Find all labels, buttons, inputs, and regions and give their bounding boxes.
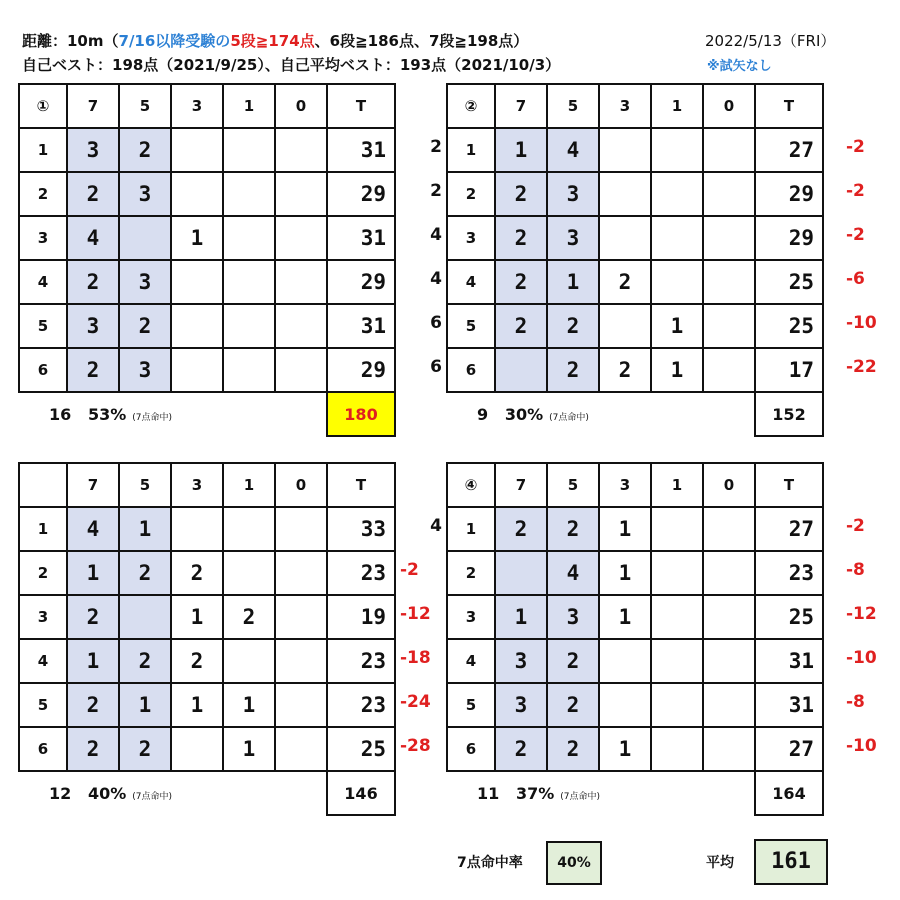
- end-number: 4: [447, 260, 495, 304]
- end-total: 27: [755, 727, 823, 771]
- cumulative-diff: -10: [846, 313, 877, 333]
- count-cell: 2: [119, 639, 171, 683]
- end-number: 3: [19, 216, 67, 260]
- end-number: 3: [19, 595, 67, 639]
- cumulative-diff: -2: [400, 560, 419, 580]
- count-cell: [599, 639, 651, 683]
- round-total: 152: [755, 392, 823, 436]
- cumulative-diff: -2: [846, 181, 865, 201]
- count-cell: 3: [67, 128, 119, 172]
- end-row: [19, 216, 395, 260]
- end-row: [447, 304, 823, 348]
- hit-rate: 53%: [87, 405, 127, 424]
- end-row: [447, 172, 823, 216]
- count-cell: [171, 727, 223, 771]
- column-header: 0: [703, 463, 755, 507]
- count-cell: [223, 260, 275, 304]
- count-cell: [651, 128, 703, 172]
- column-header: 7: [67, 84, 119, 128]
- end-row: [19, 507, 395, 551]
- end-row: [19, 551, 395, 595]
- count-cell: [223, 639, 275, 683]
- end-number: 1: [447, 507, 495, 551]
- count-cell: 2: [495, 216, 547, 260]
- end-total: 33: [327, 507, 395, 551]
- count-cell: 1: [495, 595, 547, 639]
- side-note: 4: [430, 225, 442, 245]
- count-cell: 2: [547, 348, 599, 392]
- end-number: 3: [447, 216, 495, 260]
- count-cell: 2: [599, 348, 651, 392]
- column-header: 3: [171, 463, 223, 507]
- end-total: 31: [327, 304, 395, 348]
- count-cell: [703, 639, 755, 683]
- end-row: [19, 639, 395, 683]
- end-total: 31: [755, 639, 823, 683]
- count-cell: [651, 216, 703, 260]
- count-cell: 2: [223, 595, 275, 639]
- column-header: T: [327, 84, 395, 128]
- count-cell: [703, 172, 755, 216]
- count-cell: 1: [171, 683, 223, 727]
- side-note: 2: [430, 181, 442, 201]
- count-cell: 3: [547, 216, 599, 260]
- hit-summary: [447, 392, 755, 436]
- count-cell: [171, 348, 223, 392]
- cumulative-diff: -2: [846, 225, 865, 245]
- count-cell: 3: [119, 172, 171, 216]
- count-cell: 1: [223, 727, 275, 771]
- round-label: [19, 463, 67, 507]
- count-cell: 2: [67, 172, 119, 216]
- column-header: 5: [547, 84, 599, 128]
- end-number: 4: [19, 639, 67, 683]
- count-cell: [223, 551, 275, 595]
- personal-best-line: 自己ベスト：198点（2021/9/25）、自己平均ベスト：193点（2021/10/3）: [22, 56, 561, 74]
- cumulative-diff: -22: [846, 357, 877, 377]
- count-cell: 2: [67, 595, 119, 639]
- count-cell: [703, 304, 755, 348]
- column-header: 5: [119, 463, 171, 507]
- end-total: 23: [327, 683, 395, 727]
- count-cell: [703, 216, 755, 260]
- end-number: 3: [447, 595, 495, 639]
- count-cell: 4: [547, 551, 599, 595]
- count-cell: [599, 128, 651, 172]
- end-row: [447, 128, 823, 172]
- end-total: 31: [327, 128, 395, 172]
- count-cell: [223, 172, 275, 216]
- hit-rate-caption: (7点命中): [549, 413, 589, 423]
- hit-summary: [19, 392, 327, 436]
- count-cell: [275, 304, 327, 348]
- count-cell: 4: [67, 216, 119, 260]
- end-row: [447, 639, 823, 683]
- count-cell: 1: [547, 260, 599, 304]
- count-cell: [275, 727, 327, 771]
- count-cell: [651, 639, 703, 683]
- end-row: [447, 551, 823, 595]
- count-cell: [703, 683, 755, 727]
- hit-summary: [19, 771, 327, 815]
- column-header: 5: [119, 84, 171, 128]
- average-score-box: 161: [754, 839, 828, 885]
- count-cell: 2: [67, 348, 119, 392]
- distance-text: 距離：10m（: [22, 32, 119, 50]
- count-cell: [275, 172, 327, 216]
- count-cell: [599, 304, 651, 348]
- round-total: 146: [327, 771, 395, 815]
- end-number: 6: [19, 348, 67, 392]
- end-row: [447, 683, 823, 727]
- end-row: [19, 128, 395, 172]
- count-cell: 3: [495, 683, 547, 727]
- end-total: 25: [755, 260, 823, 304]
- hit-rate: 30%: [504, 405, 544, 424]
- score-table-round-4: [446, 462, 824, 816]
- header-line-1: [22, 30, 528, 51]
- cumulative-diff: -24: [400, 692, 431, 712]
- side-note: 2: [430, 137, 442, 157]
- count-cell: 2: [547, 639, 599, 683]
- hit-rate-caption: (7点命中): [560, 792, 601, 802]
- end-total: 23: [327, 639, 395, 683]
- count-cell: 2: [67, 260, 119, 304]
- hit-summary: [447, 771, 755, 815]
- side-note: 4: [430, 269, 442, 289]
- cumulative-diff: -10: [846, 648, 877, 668]
- column-header: 7: [67, 463, 119, 507]
- count-cell: 2: [119, 128, 171, 172]
- dan-thresholds-text: 、6段≧186点、7段≧198点）: [314, 32, 529, 50]
- end-row: [19, 260, 395, 304]
- count-cell: [495, 348, 547, 392]
- count-cell: [703, 348, 755, 392]
- cumulative-diff: -10: [846, 736, 877, 756]
- column-header: 1: [223, 84, 275, 128]
- end-number: 4: [19, 260, 67, 304]
- session-date: 2022/5/13（FRI）: [705, 32, 836, 50]
- end-row: [447, 507, 823, 551]
- end-number: 4: [447, 639, 495, 683]
- hit-count: 11: [477, 784, 500, 803]
- end-number: 5: [19, 683, 67, 727]
- end-total: 27: [755, 507, 823, 551]
- end-row: [19, 595, 395, 639]
- column-header: T: [327, 463, 395, 507]
- count-cell: [223, 304, 275, 348]
- count-cell: 1: [599, 595, 651, 639]
- count-cell: [171, 507, 223, 551]
- end-row: [447, 595, 823, 639]
- side-note: 6: [430, 357, 442, 377]
- count-cell: 1: [495, 128, 547, 172]
- count-cell: 2: [67, 683, 119, 727]
- score-table-round-3: [18, 462, 396, 816]
- end-number: 1: [19, 128, 67, 172]
- count-cell: [275, 507, 327, 551]
- cumulative-diff: -8: [846, 692, 865, 712]
- count-cell: [275, 128, 327, 172]
- count-cell: [223, 507, 275, 551]
- count-cell: [171, 172, 223, 216]
- count-cell: 2: [547, 727, 599, 771]
- end-row: [447, 348, 823, 392]
- end-row: [19, 304, 395, 348]
- count-cell: [275, 639, 327, 683]
- hit-rate: 37%: [515, 784, 555, 803]
- count-cell: 4: [547, 128, 599, 172]
- end-total: 27: [755, 128, 823, 172]
- count-cell: 2: [171, 551, 223, 595]
- count-cell: [651, 507, 703, 551]
- count-cell: 1: [67, 639, 119, 683]
- end-row: [19, 348, 395, 392]
- end-total: 23: [755, 551, 823, 595]
- round-label: ①: [19, 84, 67, 128]
- round-total: 180: [327, 392, 395, 436]
- hit-count: 16: [49, 405, 72, 424]
- end-row: [447, 216, 823, 260]
- count-cell: [651, 595, 703, 639]
- count-cell: 1: [599, 507, 651, 551]
- end-number: 2: [447, 551, 495, 595]
- end-row: [19, 683, 395, 727]
- hit-rate: 40%: [87, 784, 127, 803]
- count-cell: [275, 595, 327, 639]
- end-number: 1: [19, 507, 67, 551]
- hit-count: 12: [49, 784, 72, 803]
- count-cell: [703, 260, 755, 304]
- end-total: 19: [327, 595, 395, 639]
- column-header: 1: [223, 463, 275, 507]
- column-header: 1: [651, 84, 703, 128]
- no-practice-note: ※試矢なし: [707, 59, 772, 74]
- count-cell: [599, 172, 651, 216]
- cumulative-diff: -12: [400, 604, 431, 624]
- count-cell: 2: [495, 507, 547, 551]
- end-row: [19, 727, 395, 771]
- end-total: 25: [755, 304, 823, 348]
- count-cell: [599, 683, 651, 727]
- count-cell: [703, 128, 755, 172]
- column-header: 0: [275, 84, 327, 128]
- count-cell: [223, 216, 275, 260]
- column-header: 7: [495, 463, 547, 507]
- count-cell: [651, 260, 703, 304]
- count-cell: [599, 216, 651, 260]
- hit-rate-box: 40%: [546, 841, 602, 885]
- count-cell: 1: [599, 551, 651, 595]
- hit-rate-caption: (7点命中): [132, 792, 173, 802]
- side-note: 4: [430, 516, 442, 536]
- cumulative-diff: -2: [846, 137, 865, 157]
- end-number: 2: [19, 551, 67, 595]
- count-cell: 3: [547, 172, 599, 216]
- hit-rate-label: 7点命中率: [457, 855, 523, 871]
- count-cell: 1: [171, 595, 223, 639]
- count-cell: [223, 348, 275, 392]
- count-cell: 1: [223, 683, 275, 727]
- column-header: 3: [171, 84, 223, 128]
- round-label: ②: [447, 84, 495, 128]
- cumulative-diff: -6: [846, 269, 865, 289]
- count-cell: 2: [119, 551, 171, 595]
- end-total: 29: [327, 348, 395, 392]
- average-label: 平均: [706, 855, 734, 871]
- count-cell: [651, 551, 703, 595]
- cumulative-diff: -2: [846, 516, 865, 536]
- end-total: 31: [755, 683, 823, 727]
- count-cell: [703, 727, 755, 771]
- column-header: 0: [703, 84, 755, 128]
- dan5-threshold-text: 5段≧174点: [230, 32, 315, 50]
- column-header: 3: [599, 84, 651, 128]
- end-number: 1: [447, 128, 495, 172]
- count-cell: [119, 595, 171, 639]
- count-cell: [275, 260, 327, 304]
- end-total: 29: [327, 260, 395, 304]
- end-number: 5: [447, 683, 495, 727]
- count-cell: [171, 128, 223, 172]
- count-cell: 3: [119, 260, 171, 304]
- column-header: T: [755, 84, 823, 128]
- count-cell: [171, 304, 223, 348]
- score-table-round-1: [18, 83, 396, 437]
- round-total: 164: [755, 771, 823, 815]
- end-total: 29: [755, 216, 823, 260]
- count-cell: [703, 595, 755, 639]
- count-cell: 1: [119, 507, 171, 551]
- count-cell: 4: [67, 507, 119, 551]
- count-cell: 2: [171, 639, 223, 683]
- cumulative-diff: -28: [400, 736, 431, 756]
- count-cell: 2: [495, 172, 547, 216]
- round-label: ④: [447, 463, 495, 507]
- count-cell: 1: [171, 216, 223, 260]
- end-number: 5: [447, 304, 495, 348]
- count-cell: 1: [599, 727, 651, 771]
- end-number: 5: [19, 304, 67, 348]
- exam-rule-text: 7/16以降受験の: [118, 32, 231, 50]
- count-cell: 1: [651, 304, 703, 348]
- column-header: T: [755, 463, 823, 507]
- column-header: 7: [495, 84, 547, 128]
- end-number: 6: [19, 727, 67, 771]
- count-cell: [275, 216, 327, 260]
- count-cell: 3: [67, 304, 119, 348]
- count-cell: [495, 551, 547, 595]
- end-total: 25: [327, 727, 395, 771]
- count-cell: 1: [651, 348, 703, 392]
- hit-rate-caption: (7点命中): [132, 413, 173, 423]
- count-cell: 2: [547, 304, 599, 348]
- count-cell: 2: [119, 727, 171, 771]
- cumulative-diff: -8: [846, 560, 865, 580]
- count-cell: [171, 260, 223, 304]
- count-cell: 1: [67, 551, 119, 595]
- hit-count: 9: [477, 405, 489, 424]
- count-cell: 3: [495, 639, 547, 683]
- count-cell: [651, 172, 703, 216]
- count-cell: [651, 683, 703, 727]
- count-cell: 2: [495, 260, 547, 304]
- column-header: 3: [599, 463, 651, 507]
- count-cell: 2: [495, 304, 547, 348]
- count-cell: [223, 128, 275, 172]
- count-cell: [703, 551, 755, 595]
- end-row: [19, 172, 395, 216]
- cumulative-diff: -18: [400, 648, 431, 668]
- count-cell: [275, 683, 327, 727]
- count-cell: [703, 507, 755, 551]
- count-cell: 2: [599, 260, 651, 304]
- end-total: 23: [327, 551, 395, 595]
- column-header: 5: [547, 463, 599, 507]
- count-cell: 3: [547, 595, 599, 639]
- end-number: 6: [447, 348, 495, 392]
- column-header: 0: [275, 463, 327, 507]
- side-note: 6: [430, 313, 442, 333]
- count-cell: 1: [119, 683, 171, 727]
- cumulative-diff: -12: [846, 604, 877, 624]
- end-row: [447, 727, 823, 771]
- end-total: 31: [327, 216, 395, 260]
- end-number: 2: [447, 172, 495, 216]
- count-cell: [275, 551, 327, 595]
- end-total: 29: [755, 172, 823, 216]
- count-cell: [651, 727, 703, 771]
- end-total: 17: [755, 348, 823, 392]
- score-table-round-2: [446, 83, 824, 437]
- end-number: 2: [19, 172, 67, 216]
- end-total: 29: [327, 172, 395, 216]
- count-cell: 2: [495, 727, 547, 771]
- column-header: 1: [651, 463, 703, 507]
- count-cell: 2: [67, 727, 119, 771]
- count-cell: [119, 216, 171, 260]
- count-cell: 3: [119, 348, 171, 392]
- end-row: [447, 260, 823, 304]
- end-number: 6: [447, 727, 495, 771]
- count-cell: 2: [547, 507, 599, 551]
- count-cell: 2: [119, 304, 171, 348]
- count-cell: [275, 348, 327, 392]
- end-total: 25: [755, 595, 823, 639]
- count-cell: 2: [547, 683, 599, 727]
